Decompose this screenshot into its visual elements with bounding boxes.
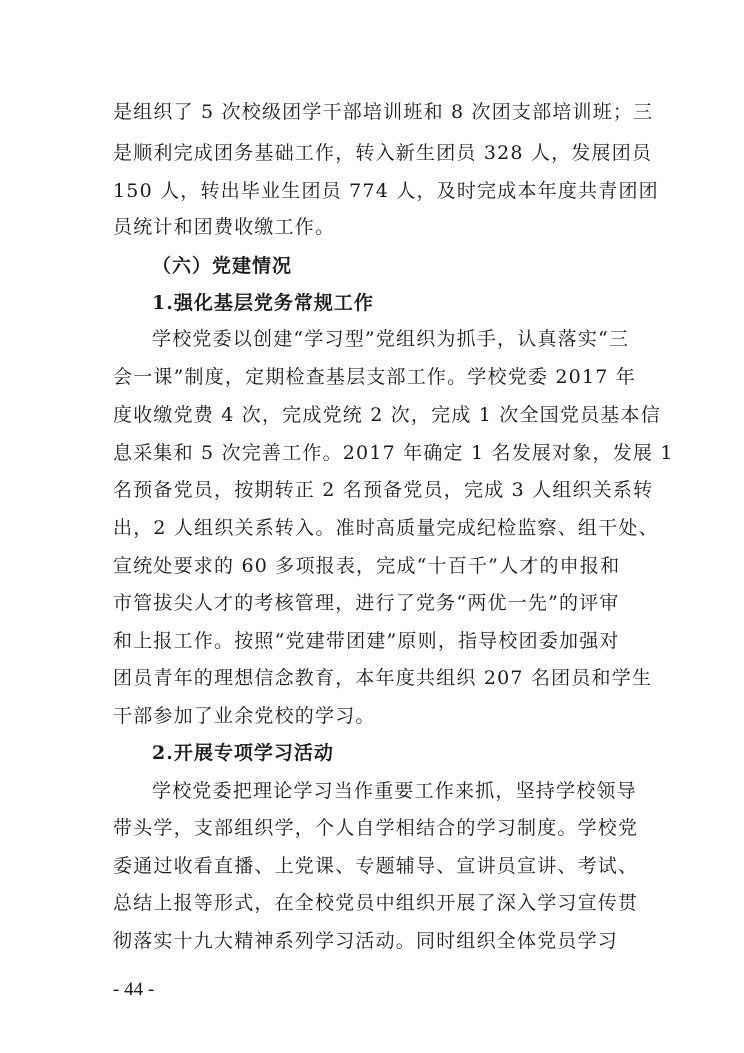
body-text-line: 学校党委把理论学习当作重要工作来抓，坚持学校领导 — [152, 780, 637, 802]
body-text-line: 出，2 人组织关系转入。准时高质量完成纪检监察、组干处、 — [113, 517, 659, 539]
body-text-line: 干部参加了业余党校的学习。 — [113, 705, 376, 727]
subsection-heading: 2.开展专项学习活动 — [152, 742, 334, 764]
body-text-line: 学校党委以创建“学习型”党组织为抓手，认真落实“三 — [152, 328, 630, 350]
body-text-line: 市管拔尖人才的考核管理，进行了党务“两优一先”的评审 — [113, 592, 620, 614]
body-text-line: 和上报工作。按照“党建带团建”原则，指导校团委加强对 — [113, 630, 620, 652]
body-text-line: 名预备党员，按期转正 2 名预备党员，完成 3 人组织关系转 — [113, 479, 654, 501]
section-heading: （六）党建情况 — [152, 255, 293, 277]
body-text-line: 宣统处要求的 60 多项报表，完成“十百千”人才的申报和 — [113, 555, 621, 577]
page-number: - 44 - — [113, 979, 155, 1000]
body-text-line: 度收缴党费 4 次，完成党统 2 次，完成 1 次全国党员基本信 — [113, 404, 661, 426]
body-text-line: 息采集和 5 次完善工作。2017 年确定 1 名发展对象，发展 1 — [113, 442, 674, 464]
body-text-line: 彻落实十九大精神系列学习活动。同时组织全体党员学习 — [113, 930, 619, 952]
body-text-line: 总结上报等形式，在全校党员中组织开展了深入学习宣传贯 — [113, 892, 639, 914]
subsection-heading: 1.强化基层党务常规工作 — [152, 292, 374, 314]
body-text-line: 带头学，支部组织学，个人自学相结合的学习制度。学校党 — [113, 817, 639, 839]
body-text-line: 员统计和团费收缴工作。 — [113, 216, 336, 238]
body-text-line: 会一课”制度，定期检查基层支部工作。学校党委 2017 年 — [113, 366, 636, 388]
body-text-line: 是组织了 5 次校级团学干部培训班和 8 次团支部培训班；三 — [113, 101, 654, 123]
body-text-line: 团员青年的理想信念教育，本年度共组织 207 名团员和学生 — [113, 667, 653, 689]
body-text-line: 委通过收看直播、上党课、专题辅导、宣讲员宣讲、考试、 — [113, 855, 639, 877]
body-text-line: 是顺利完成团务基础工作，转入新生团员 328 人，发展团员 — [113, 142, 653, 164]
body-text-line: 150 人，转出毕业生团员 774 人，及时完成本年度共青团团 — [113, 180, 659, 202]
